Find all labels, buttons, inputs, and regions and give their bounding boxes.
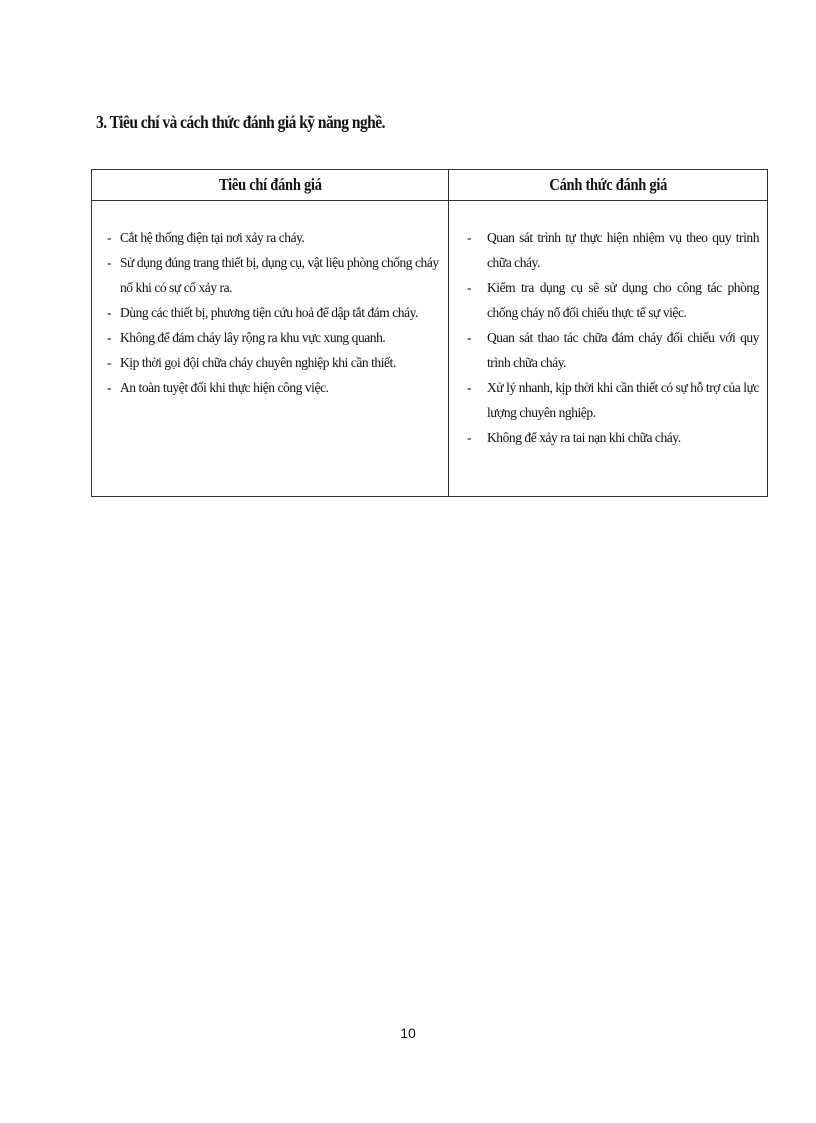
header-methods: Cánh thức đánh giá [449, 170, 768, 201]
list-item: - Quan sát thao tác chữa đám cháy đối chiếu với quy trình chữa cháy. [467, 330, 759, 370]
criteria-cell [92, 201, 449, 497]
criteria-list [104, 225, 440, 400]
list-item: - An toàn tuyệt đối khi thực hiện công việc. [107, 380, 329, 395]
page-number: 10 [400, 1025, 416, 1041]
list-item: - Không để xảy ra tai nạn khi chữa cháy. [467, 430, 681, 445]
methods-list [461, 225, 759, 450]
list-item: - Sử dụng đúng trang thiết bị, dụng cụ, vật liệu phòng chống cháy nổ khi có sự cố xảy ra. [107, 255, 439, 295]
list-item: - Kiểm tra dụng cụ sẽ sử dụng cho công tác phòng chống cháy nổ đối chiếu thực tế sự việc. [467, 280, 759, 320]
evaluation-table [91, 169, 768, 497]
list-item: - Cắt hệ thống điện tại nơi xảy ra cháy. [107, 230, 305, 245]
list-item: - Không để đám cháy lây rộng ra khu vực xung quanh. [107, 330, 386, 345]
table-body-row [92, 201, 768, 497]
list-item: - Kịp thời gọi đội chữa cháy chuyên nghiệp khi cần thiết. [107, 355, 396, 370]
list-item: - Quan sát trình tự thực hiện nhiệm vụ theo quy trình chữa cháy. [467, 230, 759, 270]
section-heading: 3. Tiêu chí và cách thức đánh giá kỹ năng nghề. [96, 112, 385, 132]
list-item: - Dùng các thiết bị, phương tiện cứu hoả để dập tắt đám cháy. [107, 305, 418, 320]
header-criteria: Tiêu chí đánh giá [92, 170, 449, 201]
list-item: - Xử lý nhanh, kịp thời khi cần thiết có sự hỗ trợ của lực lượng chuyên nghiệp. [467, 380, 759, 420]
table-header-row [92, 170, 768, 201]
methods-cell [449, 201, 768, 497]
